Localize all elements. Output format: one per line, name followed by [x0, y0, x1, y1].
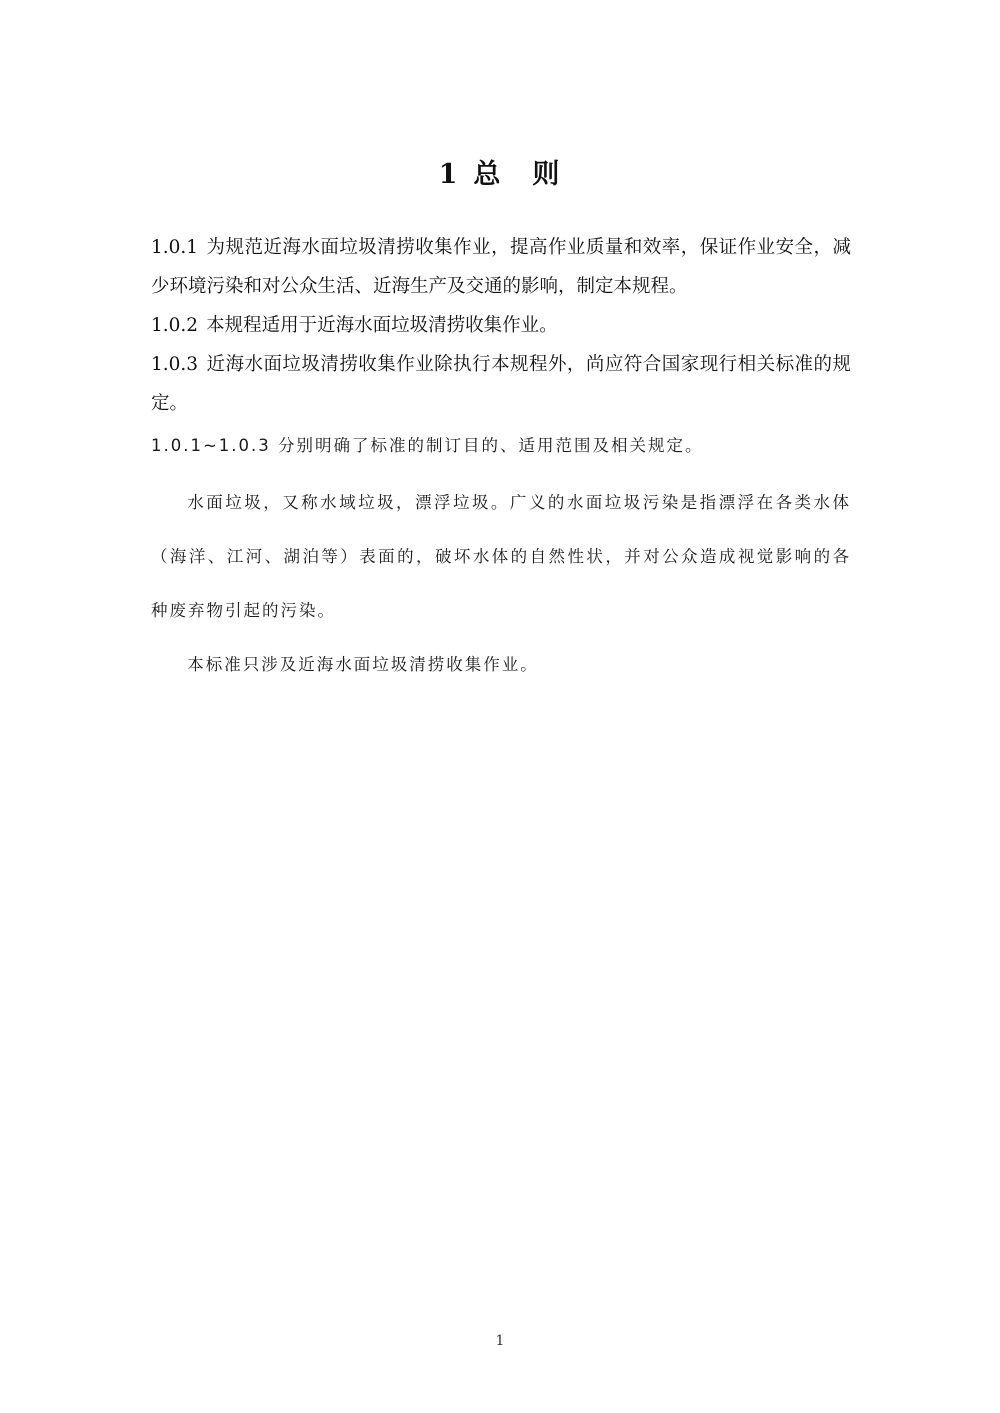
page-number: 1	[495, 1333, 505, 1349]
clause-1-0-3	[151, 345, 851, 423]
chapter-title-char-1: 总	[473, 159, 503, 190]
commentary-paragraph: 本标准只涉及近海水面垃圾清捞收集作业。	[187, 655, 539, 674]
clauses-section	[151, 228, 851, 423]
clause-text: 本规程适用于近海水面垃圾清捞收集作业。	[206, 315, 558, 336]
chapter-title-char-2: 则	[532, 159, 562, 190]
clause-text: 为规范近海水面垃圾清捞收集作业，提高作业质量和效率，保证作业安全，减少环境污染和对公众生活、近海生产及交通的影响，制定本规程。	[151, 237, 851, 297]
commentary-section	[151, 430, 851, 692]
clause-1-0-1	[151, 228, 851, 306]
commentary-lead: 1.0.1~1.0.3 分别明确了标准的制订目的、适用范围及相关规定。	[151, 436, 704, 455]
clause-code: 1.0.1	[151, 237, 199, 258]
clause-code: 1.0.3	[151, 354, 199, 375]
clause-code: 1.0.2	[151, 315, 199, 336]
clause-text: 近海水面垃圾清捞收集作业除执行本规程外，尚应符合国家现行相关标准的规定。	[151, 354, 851, 414]
clause-1-0-2	[151, 306, 851, 345]
commentary-paragraph: 水面垃圾，又称水域垃圾，漂浮垃圾。广义的水面垃圾污染是指漂浮在各类水体（海洋、江河、湖泊等）表面的，破坏水体的自然性状，并对公众造成视觉影响的各种废弃物引起的污染。	[151, 493, 851, 620]
chapter-title	[0, 152, 1000, 191]
chapter-number: 1	[438, 159, 460, 190]
